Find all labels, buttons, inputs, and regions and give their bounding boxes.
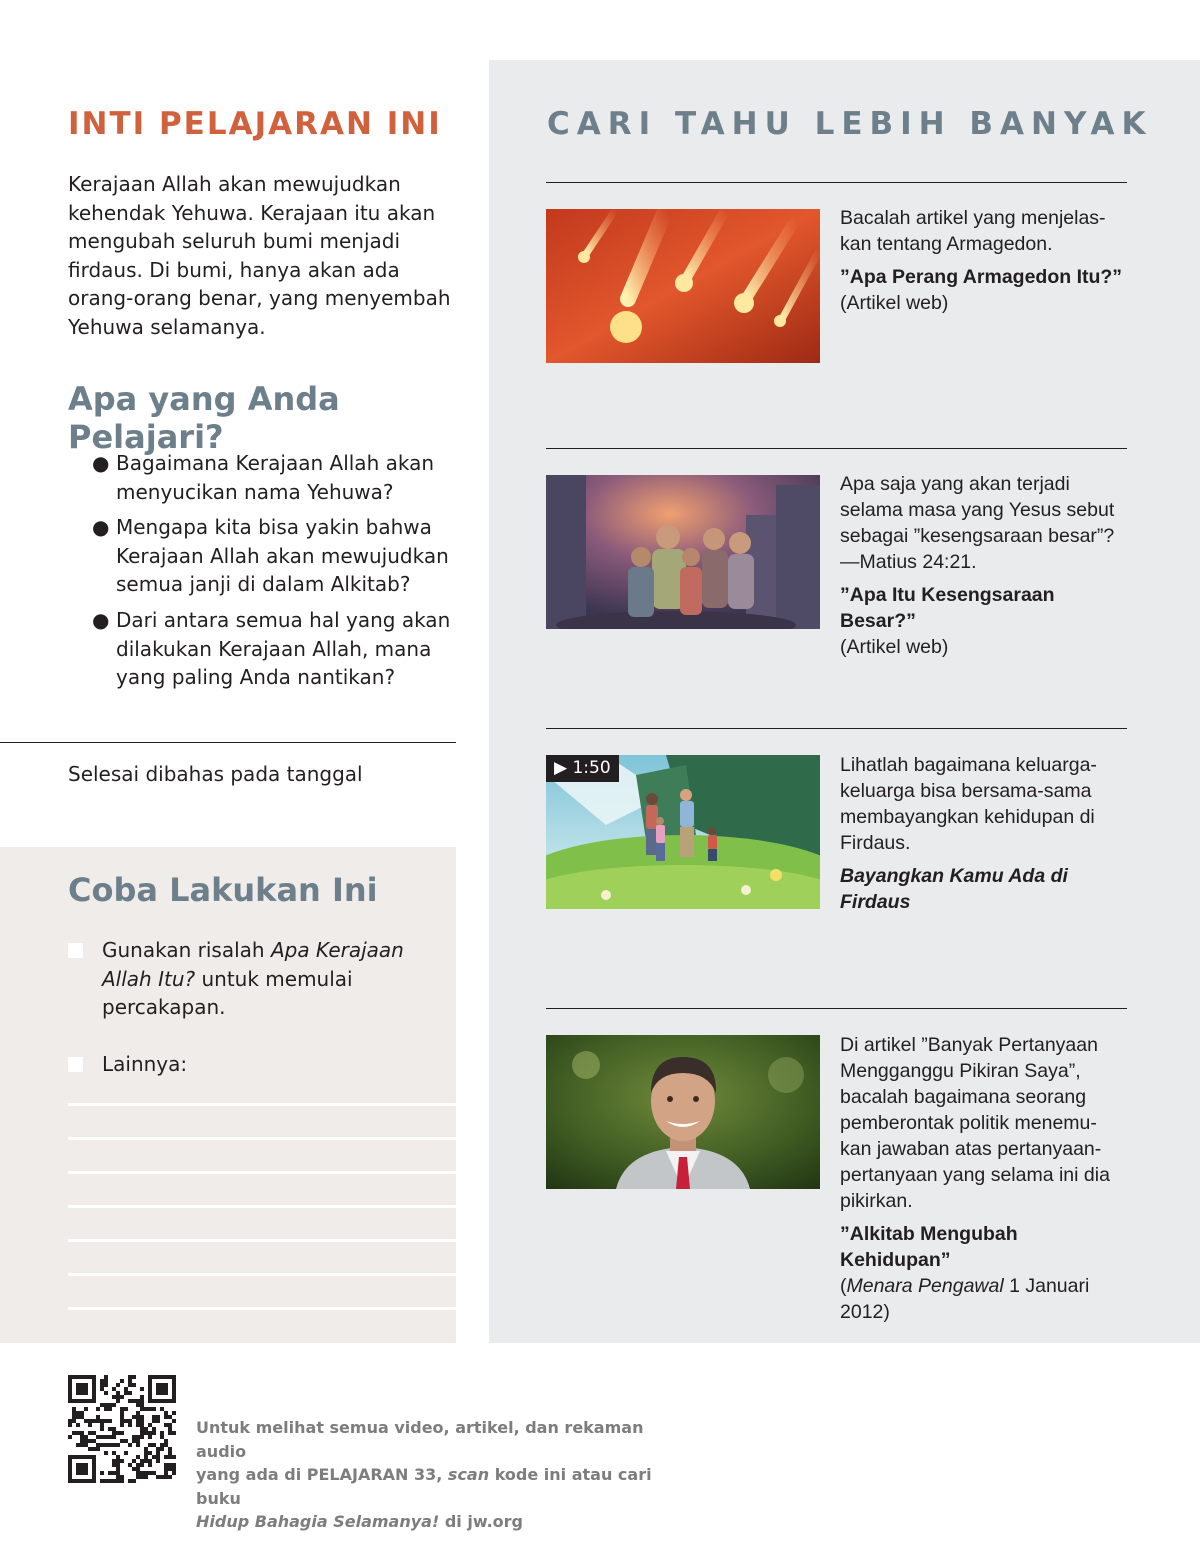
- article-link[interactable]: ”Apa Perang Armagedon Itu?”: [840, 266, 1123, 288]
- footer-line-2-start: yang ada di PELAJARAN 33,: [196, 1465, 448, 1484]
- meteors-image[interactable]: [546, 209, 820, 363]
- qr-code[interactable]: [68, 1375, 176, 1483]
- divider: [0, 742, 456, 743]
- magazine-name: Menara Pengawal: [846, 1275, 1004, 1297]
- article-link[interactable]: ”Apa Itu Kesengsaraan Besar?”: [840, 584, 1055, 632]
- footer-scan-word: scan: [447, 1465, 490, 1484]
- bullet-icon: ●: [92, 451, 110, 475]
- write-line[interactable]: [68, 1307, 456, 1310]
- family-in-city-image[interactable]: [546, 475, 820, 629]
- learned-heading: Apa yang Anda Pelajari?: [68, 380, 340, 456]
- footer-note: [196, 1416, 696, 1534]
- entry-source: (Artikel web): [840, 636, 949, 658]
- list-item-text: Bagaimana Kerajaan Allah akan menyucikan nama Yehuwa?: [116, 451, 435, 504]
- entry-description: Apa saja yang akan terjadi selama masa yang Yesus sebut sebagai ”kesengsaraan besar”?—Matius 24:21.: [840, 473, 1115, 573]
- article-link[interactable]: ”Alkitab Mengubah Kehidupan”: [840, 1223, 1018, 1271]
- try-item-tract: [68, 936, 422, 1022]
- try-this-heading: Coba Lakukan Ini: [68, 871, 378, 909]
- list-item: [92, 606, 462, 692]
- try-this-box: [0, 847, 456, 1343]
- divider: [546, 1008, 1127, 1009]
- source-paren: (: [840, 1275, 847, 1297]
- entry-description: Di artikel ”Banyak Pertanyaan Mengganggu Pikiran Saya”, bacalah bagaimana seorang pemberontak politik menemu-kan jawaban atas pertanyaan-pertanyaan yang selama ini dia pikirkan.: [840, 1034, 1110, 1212]
- tract-title: Apa Kerajaan Allah Itu?: [102, 938, 404, 991]
- left-column: [0, 0, 456, 1543]
- entry-great-tribulation: [840, 471, 1125, 660]
- paradise-family-image[interactable]: [546, 755, 820, 909]
- summary-text: Kerajaan Allah akan mewujudkan kehendak Yehuwa. Kerajaan itu akan mengubah seluruh bumi menjadi firdaus. Di bumi, hanya akan ada orang-orang benar, yang menyembah Yehuwa selamanya.: [68, 172, 451, 339]
- try-item-text: Lainnya:: [102, 1052, 188, 1076]
- footer-line-3-end: di jw.org: [439, 1512, 523, 1531]
- footer-line-1: Untuk melihat semua video, artikel, dan rekaman audio: [196, 1418, 644, 1461]
- entry-source: (Artikel web): [840, 292, 949, 314]
- write-line[interactable]: [68, 1137, 456, 1140]
- entry-description: Bacalah artikel yang menjelas-kan tentang Armagedon.: [840, 207, 1106, 255]
- find-out-more-panel: [489, 60, 1200, 1343]
- try-item-text-end: untuk memulai percakapan.: [102, 966, 353, 1020]
- man-portrait-image[interactable]: [546, 1035, 820, 1189]
- checkbox[interactable]: [68, 1057, 83, 1072]
- entry-paradise-video: [840, 752, 1125, 915]
- list-item-text: Mengapa kita bisa yakin bahwa Kerajaan Allah akan mewujudkan semua janji di dalam Alkitab?: [116, 515, 449, 597]
- learned-list: [92, 449, 462, 699]
- video-duration: 1:50: [572, 758, 611, 778]
- try-item-text-start: Gunakan risalah: [102, 938, 271, 962]
- video-duration-badge: [546, 755, 619, 782]
- checkbox[interactable]: [68, 943, 83, 958]
- divider: [546, 182, 1127, 183]
- write-line[interactable]: [68, 1103, 456, 1106]
- play-icon: ▶: [554, 758, 568, 778]
- entry-source: [840, 1273, 1125, 1325]
- list-item-text: Dari antara semua hal yang akan dilakukan Kerajaan Allah, mana yang paling Anda nantikan?: [116, 607, 451, 690]
- entry-bible-changes-lives: [840, 1032, 1125, 1325]
- bullet-icon: ●: [92, 515, 110, 540]
- write-line[interactable]: [68, 1273, 456, 1276]
- write-line[interactable]: [68, 1171, 456, 1174]
- book-title: Hidup Bahagia Selamanya!: [196, 1512, 440, 1531]
- divider: [546, 448, 1127, 449]
- bullet-icon: ●: [92, 607, 110, 632]
- issue-date: 1 Januari 2012): [840, 1275, 1090, 1323]
- try-item-other: [68, 1050, 422, 1079]
- try-item-text: [102, 936, 422, 1022]
- completed-date-label: Selesai dibahas pada tanggal: [68, 762, 363, 786]
- write-line[interactable]: [68, 1205, 456, 1208]
- find-out-more-heading: CARI TAHU LEBIH BANYAK: [547, 106, 1153, 142]
- list-item: [92, 449, 462, 506]
- entry-description: Lihatlah bagaimana keluarga-keluarga bisa bersama-sama membayangkan kehidupan di Firdaus.: [840, 754, 1097, 854]
- video-link[interactable]: Bayangkan Kamu Ada di Firdaus: [840, 865, 1068, 913]
- list-item: [92, 513, 462, 599]
- footer-line-2-end: kode ini atau cari buku: [196, 1465, 652, 1508]
- entry-armageddon: [840, 205, 1125, 316]
- write-line[interactable]: [68, 1239, 456, 1242]
- divider: [546, 728, 1127, 729]
- summary-heading: INTI PELAJARAN INI: [68, 106, 442, 142]
